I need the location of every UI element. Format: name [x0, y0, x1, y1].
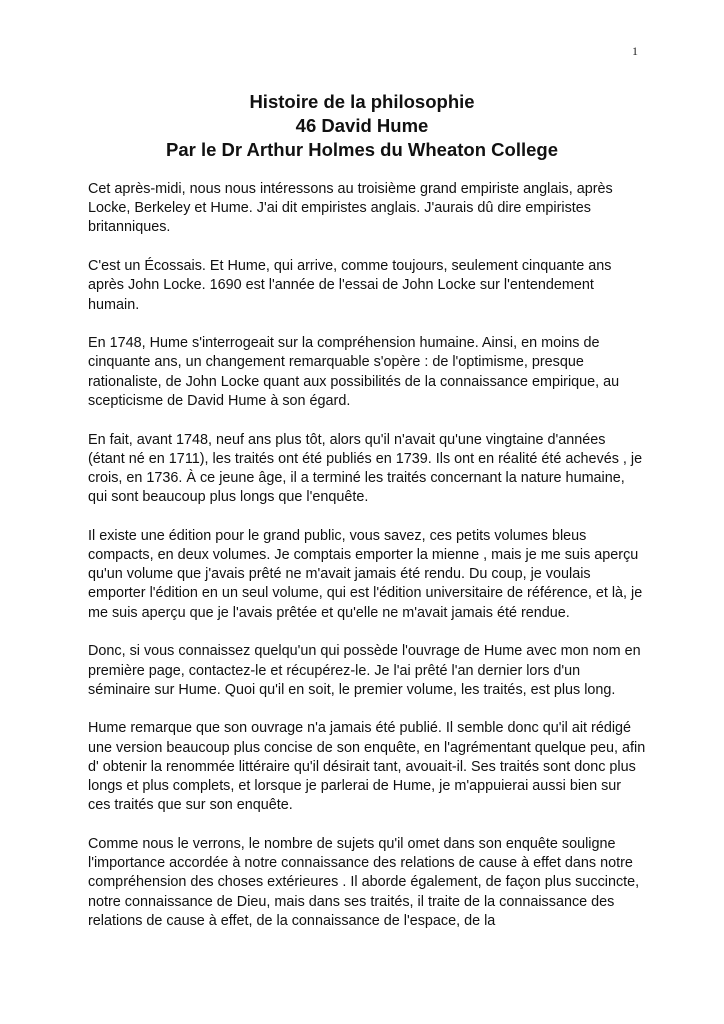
- paragraph-3: En 1748, Hume s'interrogeait sur la compréhension humaine. Ainsi, en moins de cinquante ans, un changement remarquable s'opère : de l'optimisme, presque rationaliste, de John Locke quant aux possibilités de la connaissance empirique, au scepticisme de David Hume à son égard.: [88, 335, 620, 409]
- title-line-1: Histoire de la philosophie: [249, 91, 475, 112]
- paragraph-7: Hume remarque que son ouvrage n'a jamais été publié. Il semble donc qu'il ait rédigé une version beaucoup plus concise de son enquête, en l'agrémentant quelque peu, afin d' obtenir la renommée littéraire qu'il désirait tant, avouait-il. Ses traités sont donc plus longs et plus complets, et lorsque je parlerai de Hume, je m'appuierai aussi bien sur ces traités que sur son enquête.: [88, 720, 646, 814]
- page-number: 1: [632, 44, 638, 58]
- title-line-3: Par le Dr Arthur Holmes du Wheaton College: [166, 139, 558, 160]
- paragraph-6: Donc, si vous connaissez quelqu'un qui possède l'ouvrage de Hume avec mon nom en première page, contactez-le et récupérez-le. Je l'ai prêté l'an dernier lors d'un séminaire sur Hume. Quoi qu'il en soit, le premier volume, les traités, est plus long.: [88, 643, 641, 698]
- document-title: [0, 90, 724, 162]
- paragraph-5: Il existe une édition pour le grand public, vous savez, ces petits volumes bleus compacts, en deux volumes. Je comptais emporter la mienne , mais je me suis aperçu qu'un volume que j'avais prêté ne m'avait jamais été rendu. Du coup, je voulais emporter l'édition en un seul volume, qui est l'édition universitaire de référence, et là, je me suis aperçu que je l'avais prêtée et qu'elle ne m'avait jamais été rendue.: [88, 527, 643, 621]
- paragraph-8: Comme nous le verrons, le nombre de sujets qu'il omet dans son enquête souligne l'importance accordée à notre connaissance des relations de cause à effet dans notre compréhension des choses extérieures . Il aborde également, de façon plus succincte, notre connaissance de Dieu, mais dans ses traités, il traite de la connaissance des relations de cause à effet, de la connaissance de l'espace, de la: [88, 835, 640, 929]
- paragraph-2: C'est un Écossais. Et Hume, qui arrive, comme toujours, seulement cinquante ans après John Locke. 1690 est l'année de l'essai de John Locke sur l'entendement humain.: [88, 258, 612, 313]
- paragraph-4: En fait, avant 1748, neuf ans plus tôt, alors qu'il n'avait qu'une vingtaine d'années (étant né en 1711), les traités ont été publiés en 1739. Ils ont en réalité été achevés , je crois, en 1736. À ce jeune âge, il a terminé les traités concernant la nature humaine, qui sont beaucoup plus longs que l'enquête.: [88, 431, 643, 506]
- paragraph-1: Cet après-midi, nous nous intéressons au troisième grand empiriste anglais, après Locke, Berkeley et Hume. J'ai dit empiristes anglais. J'aurais dû dire empiristes britanniques.: [88, 181, 613, 236]
- document-body: [88, 180, 646, 951]
- title-line-2: 46 David Hume: [295, 115, 429, 136]
